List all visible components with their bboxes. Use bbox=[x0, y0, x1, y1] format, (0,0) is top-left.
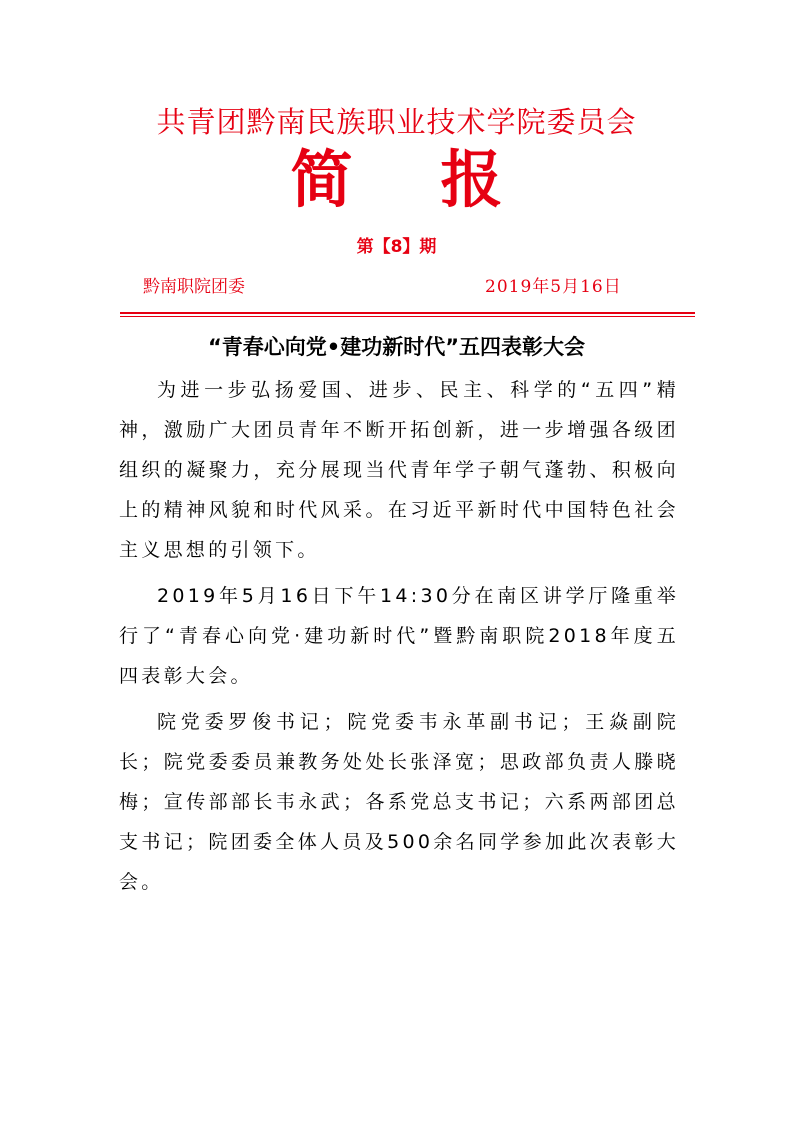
paragraph-attendees: 院党委罗俊书记；院党委韦永革副书记；王焱副院长；院党委委员兼教务处处长张泽宽；思政部负责人滕晓梅；宣传部部长韦永武；各系党总支书记；六系两部团总支书记；院团委全体人员及500余名同学参加此次表彰大会。 bbox=[119, 711, 679, 893]
article-body bbox=[119, 370, 679, 908]
issue-number: 第【8】期 bbox=[356, 237, 437, 257]
organization-title: 共青团黔南民族职业技术学院委员会 bbox=[156, 105, 637, 139]
paragraph-event: 2019年5月16日下午14:30分在南区讲学厅隆重举行了“青春心向党·建功新时代”暨黔南职院2018年度五四表彰大会。 bbox=[119, 585, 679, 687]
article-title: “青春心向党•建功新时代”五四表彰大会 bbox=[207, 335, 586, 359]
bulletin-heading: 简报 bbox=[290, 143, 591, 216]
paragraph-intro: 为进一步弘扬爱国、进步、民主、科学的“五四”精神，激励广大团员青年不断开拓创新，进一步增强各级团组织的凝聚力，充分展现当代青年学子朝气蓬勃、积极向上的精神风貌和时代风采。在习近平新时代中国特色社会主义思想的引领下。 bbox=[119, 379, 679, 561]
issuer-label: 黔南职院团委 bbox=[143, 277, 245, 297]
header-divider bbox=[120, 312, 695, 317]
issue-date: 2019年5月16日 bbox=[485, 277, 622, 297]
